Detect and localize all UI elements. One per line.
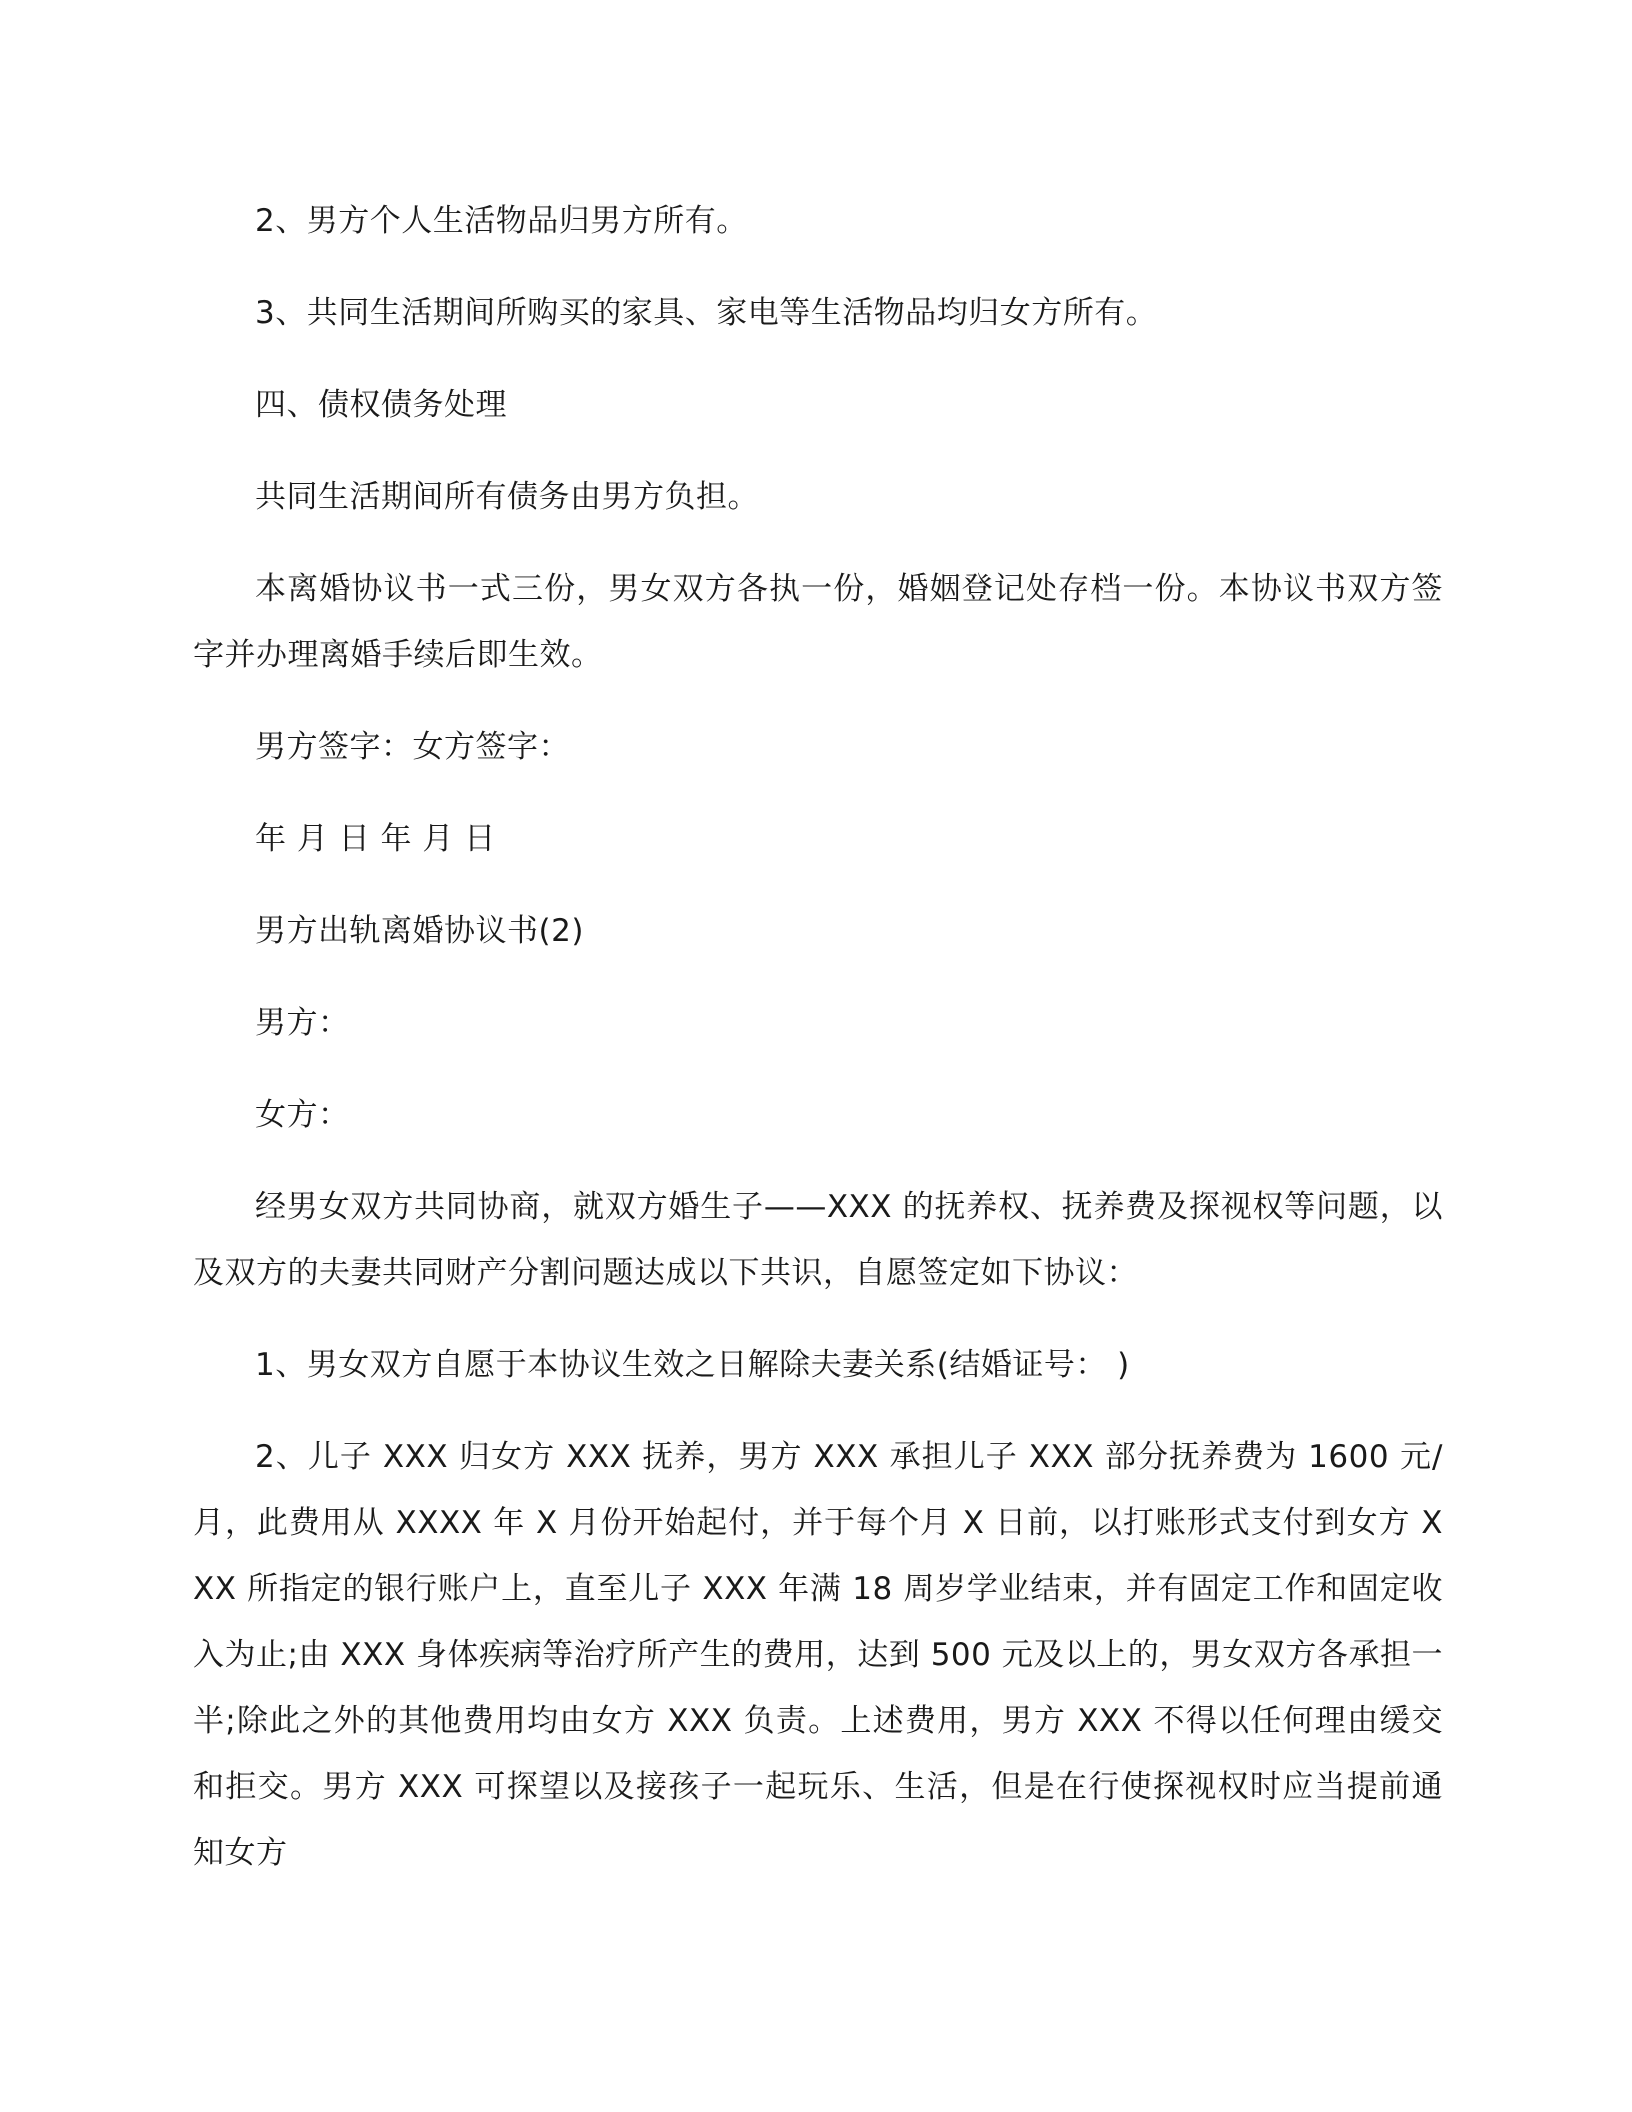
date-line: 年 月 日 年 月 日 bbox=[255, 821, 496, 857]
paragraph-item-2: 2、男方个人生活物品归男方所有。 bbox=[255, 203, 748, 239]
paragraph-intro: 经男女双方共同协商，就双方婚生子——XXX 的抚养权、抚养费及探视权等问题，以及双方的夫妻共同财产分割问题达成以下共识，自愿签定如下协议： bbox=[193, 1189, 1443, 1291]
document-body bbox=[193, 188, 1443, 1886]
paragraph-clause-1: 1、男女双方自愿于本协议生效之日解除夫妻关系(结婚证号： ) bbox=[255, 1347, 1130, 1383]
paragraph-debts: 共同生活期间所有债务由男方负担。 bbox=[255, 479, 759, 515]
party-female: 女方： bbox=[255, 1097, 350, 1133]
paragraph-item-3: 3、共同生活期间所购买的家具、家电等生活物品均归女方所有。 bbox=[255, 295, 1158, 331]
paragraph-clause-2: 2、儿子 XXX 归女方 XXX 抚养，男方 XXX 承担儿子 XXX 部分抚养费为 1600 元/月，此费用从 XXXX 年 X 月份开始起付，并于每个月 X 日前，以打账形式支付到女方 XXX 所指定的银行账户上，直至儿子 XXX 年满 18 周岁学业结束，并有固定工作和固定收入为止;由 XXX 身体疾病等治疗所产生的费用，达到 500 元及以上的，男女双方各承担一半;除此之外的其他费用均由女方 XXX 负责。上述费用，男方 XXX 不得以任何理由缓交和拒交。男方 XXX 可探望以及接孩子一起玩乐、生活，但是在行使探视权时应当提前通知女方 bbox=[193, 1439, 1443, 1871]
document-title: 男方出轨离婚协议书(2) bbox=[255, 913, 584, 949]
paragraph-copies: 本离婚协议书一式三份，男女双方各执一份，婚姻登记处存档一份。本协议书双方签字并办理离婚手续后即生效。 bbox=[193, 571, 1443, 673]
party-male: 男方： bbox=[255, 1005, 350, 1041]
section-heading-debts: 四、债权债务处理 bbox=[255, 387, 507, 423]
signature-line: 男方签字：女方签字： bbox=[255, 729, 570, 765]
